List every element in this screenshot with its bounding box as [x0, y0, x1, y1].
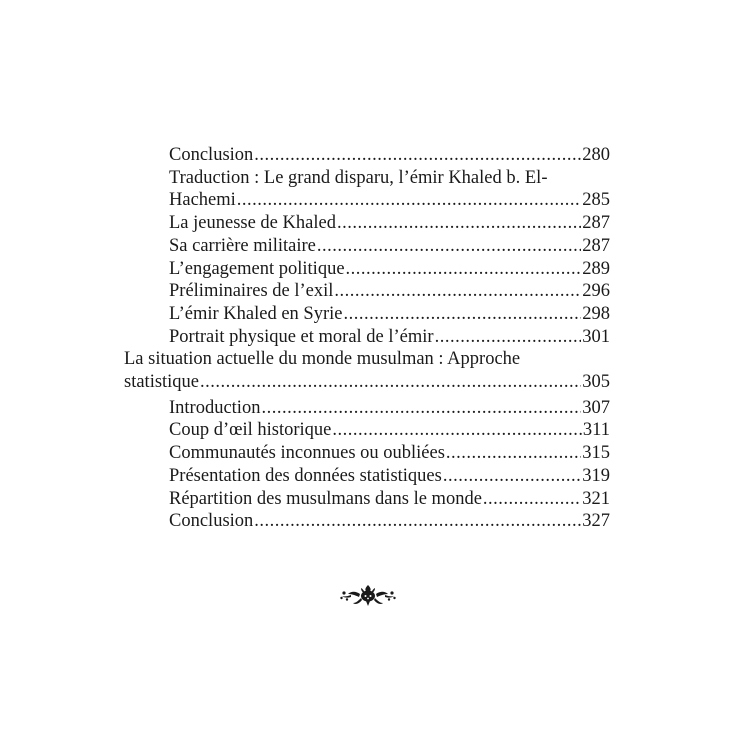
toc-entry-title: L’émir Khaled en Syrie [169, 303, 343, 324]
toc-entry-title: Conclusion [169, 145, 254, 165]
toc-leader-dots [261, 397, 581, 420]
toc-entry-title: Préliminaires de l’exil [169, 281, 334, 302]
toc-page-number: 289 [582, 258, 610, 279]
toc-leader-dots [435, 326, 582, 349]
toc-page-number: 319 [582, 465, 610, 486]
toc-page-number: 327 [582, 511, 610, 532]
toc-entry-engagement[interactable] [124, 258, 610, 281]
toc-entry-title: L’engagement politique [169, 258, 345, 279]
toc-page-number: 287 [582, 213, 610, 234]
toc-entry-portrait[interactable] [124, 326, 610, 349]
toc-entry-title: La jeunesse de Khaled [169, 213, 336, 234]
toc-page-number: 280 [582, 145, 610, 165]
toc-entry-communautes[interactable] [124, 442, 610, 465]
toc-leader-dots [317, 235, 581, 258]
toc-leader-dots [332, 419, 582, 442]
toc-entry-jeunesse[interactable] [124, 212, 610, 235]
toc-entry-title: Introduction [169, 397, 261, 418]
toc-entry-introduction[interactable] [124, 397, 610, 420]
toc-entry-preliminaires[interactable] [124, 280, 610, 303]
toc-page-number: 298 [582, 303, 610, 324]
toc-entry-traduction[interactable] [124, 189, 610, 212]
toc-page-number: 307 [582, 397, 610, 418]
table-of-contents [124, 144, 610, 533]
toc-leader-dots [483, 488, 581, 511]
toc-entry-title: Portrait physique et moral de l’émir [169, 326, 434, 347]
toc-leader-dots [334, 280, 581, 303]
toc-entry-title: Présentation des données statistiques [169, 465, 442, 486]
toc-leader-dots [343, 303, 581, 326]
toc-entry-conclusion-1[interactable] [124, 144, 610, 167]
toc-page-number: 315 [582, 443, 610, 464]
toc-entry-repartition[interactable] [124, 488, 610, 511]
toc-entry-title: Coup d’œil historique [169, 420, 332, 441]
toc-page-number: 321 [582, 488, 610, 509]
toc-entry-title: Hachemi [169, 190, 236, 211]
toc-entry-traduction-first-line[interactable]: Traduction : Le grand disparu, l’émir Khaled b. El- [169, 167, 548, 188]
toc-page-number: 311 [582, 420, 610, 441]
toc-leader-dots [446, 442, 581, 465]
toc-page-number: 296 [582, 281, 610, 302]
toc-chapter-situation[interactable] [124, 371, 610, 394]
toc-entry-title: Conclusion [169, 511, 254, 532]
toc-entry-title: Sa carrière militaire [169, 235, 316, 256]
toc-entry-presentation[interactable] [124, 465, 610, 488]
toc-page-number: 287 [582, 235, 610, 256]
toc-chapter-situation-first-line[interactable]: La situation actuelle du monde musulman : Approche [124, 349, 521, 370]
toc-leader-dots [346, 258, 582, 281]
toc-leader-dots [443, 465, 581, 488]
toc-entry-title: Communautés inconnues ou oubliées [169, 443, 445, 464]
toc-entry-coup-doeil[interactable] [124, 419, 610, 442]
toc-entry-conclusion-2[interactable] [124, 510, 610, 533]
toc-page-number: 301 [582, 326, 610, 347]
toc-page-number: 305 [582, 372, 610, 393]
toc-leader-dots [337, 212, 581, 235]
fleuron-ornament-icon [339, 582, 397, 608]
toc-entry-title: Répartition des musulmans dans le monde [169, 488, 482, 509]
toc-leader-dots [200, 371, 581, 394]
toc-entry-syrie[interactable] [124, 303, 610, 326]
toc-leader-dots [254, 144, 581, 167]
toc-leader-dots [254, 510, 581, 533]
toc-entry-carriere[interactable] [124, 235, 610, 258]
toc-page-number: 285 [582, 190, 610, 211]
toc-entry-title: statistique [124, 372, 200, 393]
toc-leader-dots [237, 189, 581, 212]
